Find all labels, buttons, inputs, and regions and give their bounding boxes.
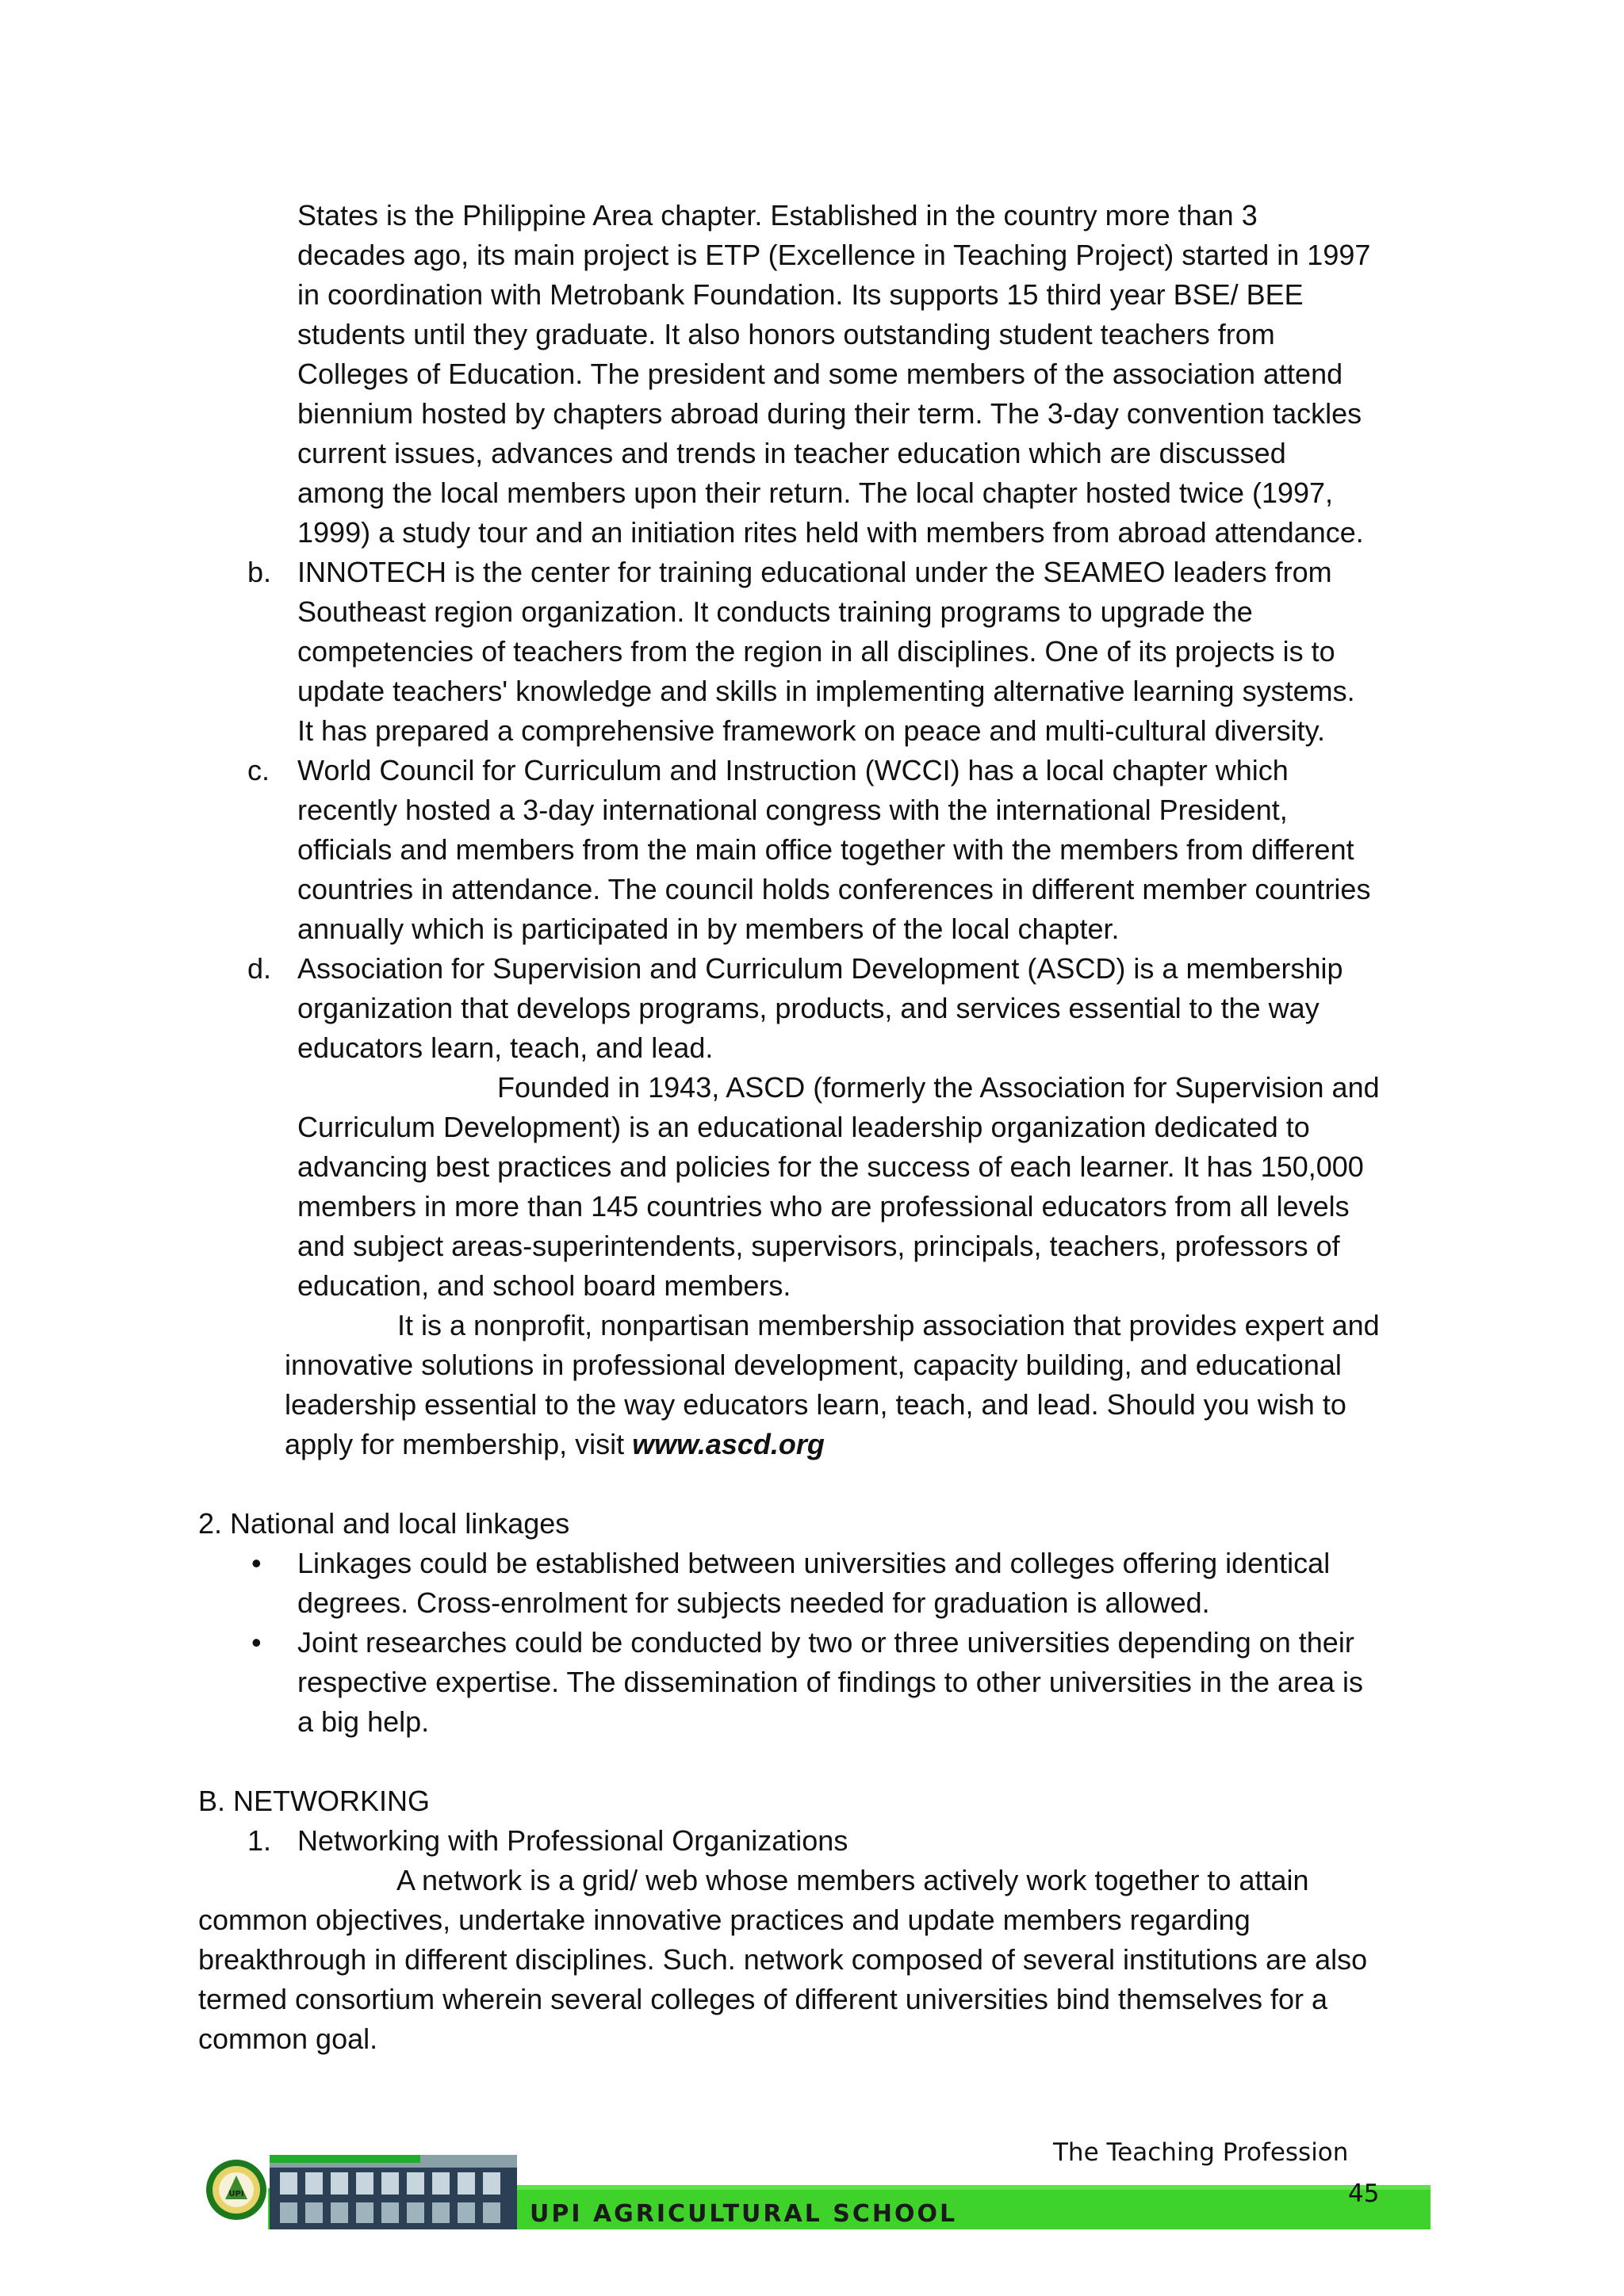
text-line: biennium hosted by chapters abroad during their term. The 3-day convention tackles bbox=[297, 397, 1362, 430]
text-line: Networking with Professional Organizations bbox=[297, 1824, 848, 1857]
bullet-icon: • bbox=[251, 1547, 262, 1579]
text-line: common goal. bbox=[198, 2022, 378, 2055]
national-linkages-heading: 2. National and local linkages bbox=[198, 1507, 570, 1540]
list-marker: 1. bbox=[247, 1824, 272, 1857]
text-line: Curriculum Development) is an educational leadership organization dedicated to bbox=[297, 1111, 1310, 1143]
text-line: members in more than 145 countries who are professional educators from all levels bbox=[297, 1190, 1350, 1223]
text-line bbox=[285, 1425, 1458, 1464]
text-line: Association for Supervision and Curriculum Development (ASCD) is a membership bbox=[297, 952, 1343, 985]
list-item bbox=[247, 949, 1455, 1068]
text-line: education, and school board members. bbox=[297, 1269, 791, 1302]
text-line: current issues, advances and trends in teacher education which are discussed bbox=[297, 437, 1286, 469]
bullet-icon: • bbox=[251, 1626, 262, 1659]
school-seal-logo bbox=[206, 2160, 266, 2220]
intro-paragraph bbox=[297, 196, 1455, 553]
text-line: respective expertise. The dissemination of findings to other universities in the area is bbox=[297, 1666, 1364, 1698]
banner-text: UPI AGRICULTURAL SCHOOL bbox=[530, 2200, 958, 2228]
text-line: Joint researches could be conducted by two or three universities depending on their bbox=[297, 1626, 1354, 1659]
text-line: leadership essential to the way educators learn, teach, and lead. Should you wish to bbox=[285, 1388, 1346, 1421]
text-line: Colleges of Education. The president and some members of the association attend bbox=[297, 358, 1343, 390]
text-line: recently hosted a 3-day international congress with the international President, bbox=[297, 794, 1288, 826]
ascd-website-link[interactable]: www.ascd.org bbox=[632, 1428, 825, 1460]
bullet-list bbox=[251, 1544, 1455, 1742]
lettered-list bbox=[247, 553, 1455, 1068]
text-line: countries in attendance. The council holds conferences in different member countries bbox=[297, 873, 1371, 905]
text-line: educators learn, teach, and lead. bbox=[297, 1031, 714, 1064]
seal-text: UPI bbox=[228, 2190, 244, 2198]
page-number: 45 bbox=[1348, 2179, 1380, 2208]
text-line: students until they graduate. It also honors outstanding student teachers from bbox=[297, 318, 1275, 350]
text-line: competencies of teachers from the region in all disciplines. One of its projects is to bbox=[297, 635, 1335, 668]
text-line: breakthrough in different disciplines. Such. network composed of several institutions are also bbox=[198, 1943, 1368, 1976]
text-line: World Council for Curriculum and Instruction (WCCI) has a local chapter which bbox=[297, 754, 1289, 786]
list-item bbox=[247, 1821, 1455, 1861]
text-line: among the local members upon their return. The local chapter hosted twice (1997, bbox=[297, 476, 1334, 509]
list-item bbox=[247, 751, 1455, 949]
list-item bbox=[251, 1623, 1455, 1742]
networking-paragraph bbox=[198, 1861, 1459, 2059]
school-building-image bbox=[270, 2155, 517, 2229]
text-line: decades ago, its main project is ETP (Excellence in Teaching Project) started in 1997 bbox=[297, 239, 1371, 271]
text-line: and subject areas-superintendents, supervisors, principals, teachers, professors of bbox=[297, 1230, 1340, 1262]
text-line: termed consortium wherein several colleges of different universities bind themselves for a bbox=[198, 1983, 1328, 2015]
text-line: officials and members from the main office together with the members from different bbox=[297, 833, 1354, 866]
text-line: in coordination with Metrobank Foundation. Its supports 15 third year BSE/ BEE bbox=[297, 278, 1304, 311]
text-line: Southeast region organization. It conducts training programs to upgrade the bbox=[297, 595, 1253, 628]
text-line: innovative solutions in professional development, capacity building, and educational bbox=[285, 1349, 1342, 1381]
text-line: 1999) a study tour and an initiation rites held with members from abroad attendance. bbox=[297, 516, 1364, 549]
text-line: advancing best practices and policies for the success of each learner. It has 150,000 bbox=[297, 1150, 1364, 1183]
networking-item bbox=[247, 1821, 1455, 1861]
text-span: apply for membership, visit bbox=[285, 1428, 633, 1460]
text-line: common objectives, undertake innovative practices and update members regarding bbox=[198, 1904, 1251, 1936]
list-item bbox=[251, 1544, 1455, 1623]
text-line: It is a nonprofit, nonpartisan membership association that provides expert and bbox=[397, 1309, 1380, 1341]
networking-heading: B. NETWORKING bbox=[198, 1785, 431, 1817]
text-line: Linkages could be established between universities and colleges offering identical bbox=[297, 1547, 1331, 1579]
footer-title: The Teaching Profession bbox=[1053, 2138, 1349, 2167]
banner-green-top-line bbox=[514, 2185, 1431, 2190]
list-marker: d. bbox=[247, 952, 272, 985]
text-line: A network is a grid/ web whose members actively work together to attain bbox=[396, 1864, 1309, 1896]
text-line: It has prepared a comprehensive framework on peace and multi-cultural diversity. bbox=[297, 714, 1325, 747]
list-item bbox=[247, 553, 1455, 751]
text-line: degrees. Cross-enrolment for subjects needed for graduation is allowed. bbox=[297, 1586, 1210, 1619]
text-line: Founded in 1943, ASCD (formerly the Association for Supervision and bbox=[497, 1071, 1380, 1104]
text-line: INNOTECH is the center for training educational under the SEAMEO leaders from bbox=[297, 556, 1332, 588]
nonprofit-paragraph bbox=[285, 1306, 1458, 1464]
text-line: update teachers' knowledge and skills in implementing alternative learning systems. bbox=[297, 675, 1355, 707]
ascd-paragraph bbox=[297, 1068, 1455, 1306]
text-line: States is the Philippine Area chapter. Established in the country more than 3 bbox=[297, 199, 1258, 232]
text-line: annually which is participated in by members of the local chapter. bbox=[297, 913, 1120, 945]
text-line: a big help. bbox=[297, 1705, 430, 1738]
text-line: organization that develops programs, products, and services essential to the way bbox=[297, 992, 1320, 1024]
list-marker: c. bbox=[247, 754, 270, 786]
list-marker: b. bbox=[247, 556, 272, 588]
